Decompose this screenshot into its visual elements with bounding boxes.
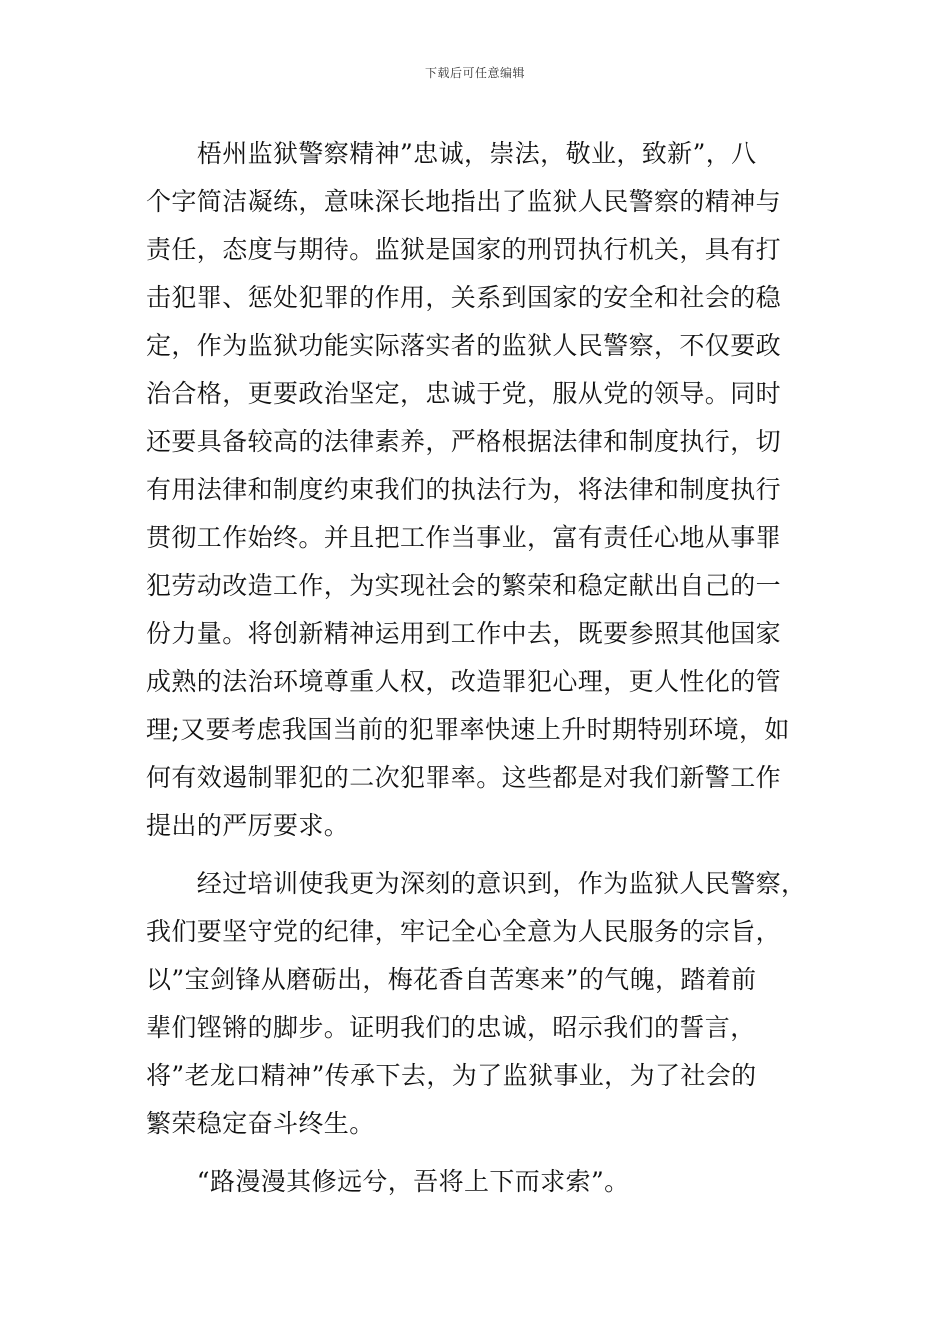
text-line: 贯彻工作始终。并且把工作当事业，富有责任心地从事罪	[146, 523, 782, 552]
text-line: “路漫漫其修远兮，吾将上下而求索”。	[146, 1167, 630, 1196]
header-note: 下载后可任意编辑	[424, 66, 525, 80]
text-line: 成熟的法治环境尊重人权，改造罪犯心理，更人性化的管	[146, 667, 782, 696]
text-line: 以”宝剑锋从磨砺出，梅花香自苦寒来”的气魄，踏着前	[146, 965, 757, 994]
text-line: 有用法律和制度约束我们的执法行为，将法律和制度执行	[146, 475, 782, 504]
paragraph-gap	[146, 1148, 814, 1158]
text-line: 将”老龙口精神”传承下去，为了监狱事业，为了社会的	[146, 1061, 757, 1090]
text-line: 治合格，更要政治坚定，忠诚于党，服从党的领导。同时	[146, 379, 782, 408]
text-line: 个字简洁凝练，意味深长地指出了监狱人民警察的精神与	[146, 187, 782, 216]
text-line: 犯劳动改造工作，为实现社会的繁荣和稳定献出自己的一	[146, 571, 782, 600]
text-line: 还要具备较高的法律素养，严格根据法律和制度执行，切	[146, 427, 782, 456]
text-line: 责任，态度与期待。监狱是国家的刑罚执行机关，具有打	[146, 235, 782, 264]
text-line: 梧州监狱警察精神”忠诚，崇法，敬业，致新”，八	[146, 139, 757, 168]
text-line: 辈们铿锵的脚步。证明我们的忠诚，昭示我们的誓言，	[146, 1013, 756, 1042]
text-line: 理;又要考虑我国当前的犯罪率快速上升时期特别环境，如	[146, 715, 790, 744]
text-line: 繁荣稳定奋斗终生。	[146, 1109, 375, 1138]
text-line: 定，作为监狱功能实际落实者的监狱人民警察，不仅要政	[146, 331, 782, 360]
text-line: 何有效遏制罪犯的二次犯罪率。这些都是对我们新警工作	[146, 763, 782, 792]
paragraph-gap	[146, 850, 814, 860]
body-text	[146, 130, 814, 1206]
text-line: 份力量。将创新精神运用到工作中去，既要参照其他国家	[146, 619, 782, 648]
text-line: 提出的严厉要求。	[146, 811, 350, 840]
text-line: 击犯罪、惩处犯罪的作用，关系到国家的安全和社会的稳	[146, 283, 782, 312]
text-line: 经过培训使我更为深刻的意识到，作为监狱人民警察，	[146, 869, 807, 898]
text-line: 我们要坚守党的纪律，牢记全心全意为人民服务的宗旨，	[146, 917, 782, 946]
